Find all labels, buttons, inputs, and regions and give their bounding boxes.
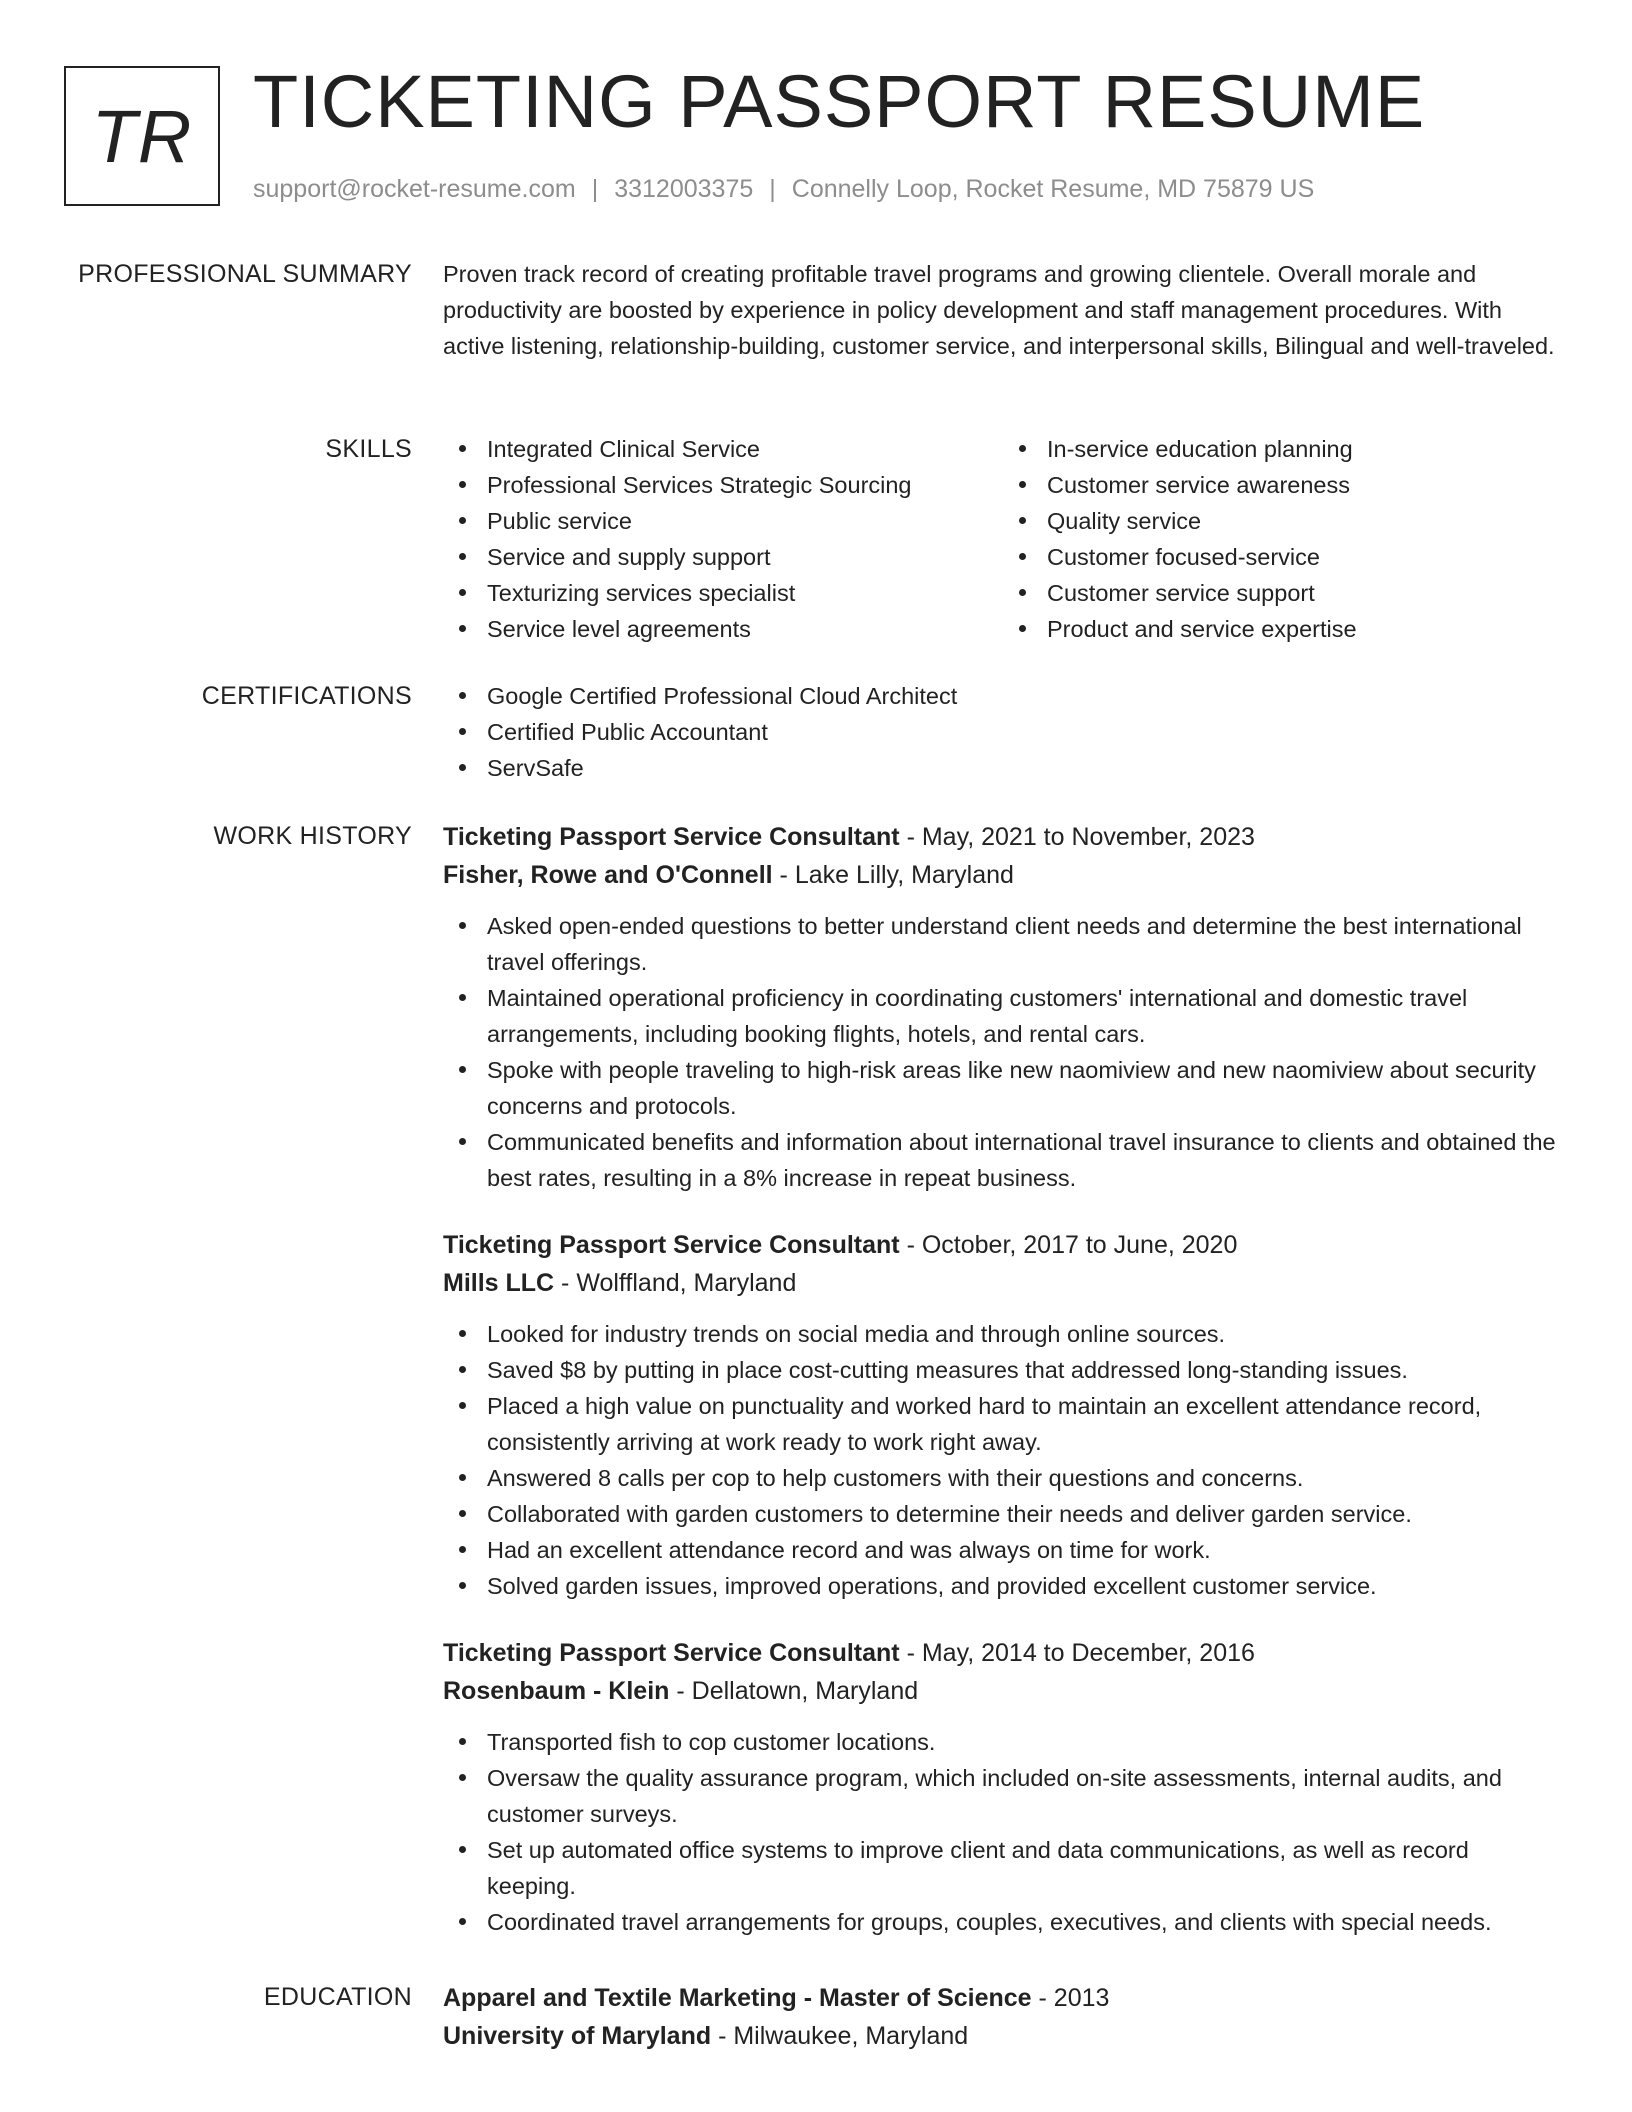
job-entry <box>443 1226 1563 1604</box>
contact-email: support@rocket-resume.com <box>253 175 576 203</box>
job-dates: - October, 2017 to June, 2020 <box>899 1231 1238 1259</box>
education-degree-line <box>443 1979 1563 2017</box>
job-duty: Collaborated with garden customers to determine their needs and deliver garden service. <box>487 1496 1563 1532</box>
job-dates: - May, 2014 to December, 2016 <box>899 1639 1255 1667</box>
summary-body <box>443 256 1563 364</box>
summary-text: Proven track record of creating profitable travel programs and growing clientele. Overall morale and productivity are boosted by experience in policy development and staff management procedures. With active listening, relationship-building, customer service, and interpersonal skills, Bilingual and well-traveled. <box>443 261 1555 359</box>
job-entry <box>443 818 1563 1196</box>
contact-separator: | <box>769 175 776 203</box>
certification-item: ServSafe <box>487 750 1563 786</box>
education-heading: EDUCATION <box>263 1983 412 2011</box>
certifications-body <box>443 678 1563 786</box>
job-duty: Answered 8 calls per cop to help customers with their questions and concerns. <box>487 1460 1563 1496</box>
skill-item: Public service <box>487 503 1003 539</box>
contact-address: Connelly Loop, Rocket Resume, MD 75879 US <box>791 175 1315 203</box>
skill-item: Customer focused-service <box>1047 539 1563 575</box>
education-year: - 2013 <box>1031 1984 1110 2012</box>
job-location: - Dellatown, Maryland <box>669 1677 919 1705</box>
job-duty: Had an excellent attendance record and was always on time for work. <box>487 1532 1563 1568</box>
skills-column-left <box>443 431 1003 647</box>
contact-separator: | <box>591 175 599 203</box>
job-location: - Lake Lilly, Maryland <box>772 861 1014 889</box>
education-degree: Apparel and Textile Marketing - Master of Science <box>443 1984 1032 2012</box>
job-duty: Oversaw the quality assurance program, which included on-site assessments, internal audits, and customer surveys. <box>487 1760 1563 1832</box>
job-duty: Placed a high value on punctuality and worked hard to maintain an excellent attendance record, consistently arriving at work ready to work right away. <box>487 1388 1563 1460</box>
job-duty: Saved $8 by putting in place cost-cutting measures that addressed long-standing issues. <box>487 1352 1563 1388</box>
job-company: Mills LLC <box>443 1269 555 1297</box>
skills-body <box>443 431 1563 647</box>
skill-item: Product and service expertise <box>1047 611 1563 647</box>
certifications-heading: CERTIFICATIONS <box>201 682 412 710</box>
skill-item: Texturizing services specialist <box>487 575 1003 611</box>
job-duty: Spoke with people traveling to high-risk areas like new naomiview and new naomiview about security concerns and protocols. <box>487 1052 1563 1124</box>
work-history-heading: WORK HISTORY <box>213 822 412 850</box>
job-title-line <box>443 1634 1563 1672</box>
job-duties <box>443 908 1563 1196</box>
summary-heading: PROFESSIONAL SUMMARY <box>78 260 412 288</box>
skills-column-right <box>1003 431 1563 647</box>
skill-item: Quality service <box>1047 503 1563 539</box>
monogram-badge: TR <box>64 66 220 206</box>
education-location: - Milwaukee, Maryland <box>711 2022 969 2050</box>
contact-phone: 3312003375 <box>614 175 754 203</box>
job-title: Ticketing Passport Service Consultant <box>443 1231 900 1259</box>
work-history-body <box>443 818 1563 1970</box>
skills-heading: SKILLS <box>325 435 412 463</box>
skill-item: Professional Services Strategic Sourcing <box>487 467 1003 503</box>
job-duty: Set up automated office systems to improve client and data communications, as well as record keeping. <box>487 1832 1563 1904</box>
skill-item: Customer service support <box>1047 575 1563 611</box>
job-entry <box>443 1634 1563 1940</box>
skill-item: Service and supply support <box>487 539 1003 575</box>
job-duty: Coordinated travel arrangements for groups, couples, executives, and clients with special needs. <box>487 1904 1563 1940</box>
job-company: Rosenbaum - Klein <box>443 1677 670 1705</box>
job-duty: Transported fish to cop customer locations. <box>487 1724 1563 1760</box>
skill-item: Integrated Clinical Service <box>487 431 1003 467</box>
job-duty: Communicated benefits and information about international travel insurance to clients and obtained the best rates, resulting in a 8% increase in repeat business. <box>487 1124 1563 1196</box>
skill-item: Service level agreements <box>487 611 1003 647</box>
job-duty: Looked for industry trends on social media and through online sources. <box>487 1316 1563 1352</box>
job-title: Ticketing Passport Service Consultant <box>443 1639 900 1667</box>
resume-title: TICKETING PASSPORT RESUME <box>253 60 1426 143</box>
certifications-list <box>443 678 1563 786</box>
certification-item: Google Certified Professional Cloud Architect <box>487 678 1563 714</box>
skill-item: Customer service awareness <box>1047 467 1563 503</box>
job-company-line <box>443 856 1563 894</box>
job-duties <box>443 1316 1563 1604</box>
job-duty: Asked open-ended questions to better understand client needs and determine the best international travel offerings. <box>487 908 1563 980</box>
skill-item: In-service education planning <box>1047 431 1563 467</box>
job-title-line <box>443 1226 1563 1264</box>
job-company-line <box>443 1672 1563 1710</box>
education-school-line <box>443 2017 1563 2055</box>
job-duty: Maintained operational proficiency in coordinating customers' international and domestic travel arrangements, including booking flights, hotels, and rental cars. <box>487 980 1563 1052</box>
job-company: Fisher, Rowe and O'Connell <box>443 861 773 889</box>
job-title: Ticketing Passport Service Consultant <box>443 823 900 851</box>
job-duty: Solved garden issues, improved operations, and provided excellent customer service. <box>487 1568 1563 1604</box>
job-title-line <box>443 818 1563 856</box>
job-duties <box>443 1724 1563 1940</box>
education-school: University of Maryland <box>443 2022 712 2050</box>
job-location: - Wolffland, Maryland <box>554 1269 797 1297</box>
education-body <box>443 1979 1563 2055</box>
contact-line <box>253 173 1314 205</box>
job-dates: - May, 2021 to November, 2023 <box>899 823 1255 851</box>
certification-item: Certified Public Accountant <box>487 714 1563 750</box>
job-company-line <box>443 1264 1563 1302</box>
